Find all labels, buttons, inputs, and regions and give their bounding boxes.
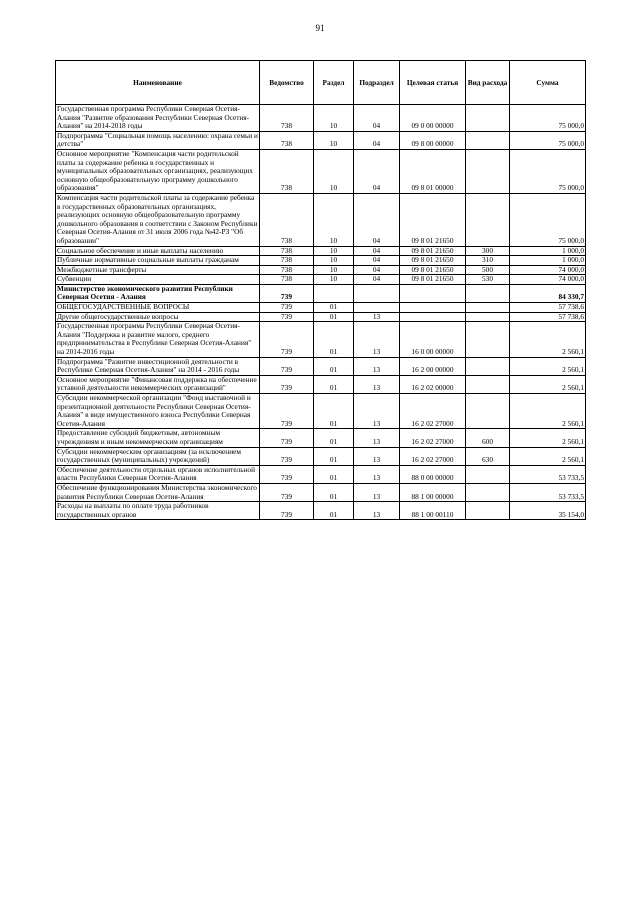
cell-target: 88 1 00 00000 [400, 483, 466, 501]
table-row [56, 322, 586, 357]
cell-sum: 75 000,0 [510, 193, 586, 246]
cell-subsection: 13 [354, 447, 400, 465]
cell-name: Межбюджетные трансферты [56, 265, 260, 275]
cell-name: Государственная программа Республики Северная Осетия-Алания "Развитие образования Республики Северная Осетия-Алания" на 2014-2018 годы [56, 105, 260, 132]
cell-name: Обеспечение деятельности отдельных органов исполнительной власти Республики Северная Осетия-Алания [56, 465, 260, 483]
cell-sum: 75 000,0 [510, 131, 586, 149]
cell-section: 10 [314, 193, 354, 246]
cell-exptype [466, 131, 510, 149]
table-row [56, 357, 586, 375]
cell-section [314, 284, 354, 302]
cell-subsection: 13 [354, 312, 400, 322]
cell-exptype [466, 193, 510, 246]
cell-section: 01 [314, 429, 354, 447]
cell-name: Основное мероприятие "Финансовая поддержка на обеспечение уставной деятельности некоммерческих организаций" [56, 375, 260, 393]
cell-sum: 75 000,0 [510, 149, 586, 193]
cell-name: ОБЩЕГОСУДАРСТВЕННЫЕ ВОПРОСЫ [56, 303, 260, 313]
cell-name: Публичные нормативные социальные выплаты гражданам [56, 256, 260, 266]
cell-subsection: 04 [354, 131, 400, 149]
cell-subsection: 04 [354, 265, 400, 275]
cell-dept: 739 [260, 394, 314, 429]
table-row [56, 375, 586, 393]
header-name: Наименование [56, 61, 260, 105]
cell-subsection [354, 284, 400, 302]
cell-dept: 738 [260, 275, 314, 285]
cell-subsection: 04 [354, 256, 400, 266]
cell-section: 10 [314, 105, 354, 132]
cell-target: 09 8 00 00000 [400, 131, 466, 149]
cell-target: 09 8 01 21650 [400, 265, 466, 275]
table-row [56, 394, 586, 429]
cell-dept: 738 [260, 265, 314, 275]
cell-subsection: 13 [354, 357, 400, 375]
cell-dept: 738 [260, 149, 314, 193]
cell-section: 01 [314, 465, 354, 483]
cell-name: Субвенции [56, 275, 260, 285]
table-row [56, 483, 586, 501]
table-row [56, 502, 586, 520]
cell-name: Государственная программа Республики Северная Осетия-Алания "Поддержка и развитие малого, среднего предпринимательства в Республике Северная Осетия-Алания" на 2014-2016 годы [56, 322, 260, 357]
cell-sum: 53 733,5 [510, 465, 586, 483]
cell-sum: 53 733,5 [510, 483, 586, 501]
cell-exptype [466, 312, 510, 322]
table-row [56, 149, 586, 193]
cell-dept: 739 [260, 312, 314, 322]
cell-name: Субсидии некоммерческой организации "Фонд выставочной и презентационной деятельности Республики Северная Осетия-Алания" в виде имущественного взноса Республики Северная Осетия-Алания [56, 394, 260, 429]
cell-exptype [466, 149, 510, 193]
cell-subsection: 13 [354, 375, 400, 393]
cell-dept: 738 [260, 193, 314, 246]
cell-exptype: 300 [466, 246, 510, 256]
cell-name: Основное мероприятие "Компенсация части родительской платы за содержание ребенка в государственных и муниципальных образовательных организациях, реализующих основную общеобразовательную программу дошкольного образования" [56, 149, 260, 193]
cell-sum: 74 000,0 [510, 275, 586, 285]
cell-target: 16 2 02 27000 [400, 447, 466, 465]
cell-target: 09 8 01 21650 [400, 275, 466, 285]
cell-name: Компенсация части родительской платы за содержание ребенка в государственных образовательных организациях, реализующих основную общеобразовательную программу дошкольного образования в соответствии с Законом Республики Северная Осетия-Алания от 31 июля 2006 года №42-РЗ "Об образовании" [56, 193, 260, 246]
cell-name: Субсидии некоммерческим организациям (за исключением государственных (муниципальных) учреждений) [56, 447, 260, 465]
cell-dept: 739 [260, 447, 314, 465]
cell-dept: 738 [260, 131, 314, 149]
cell-dept: 738 [260, 246, 314, 256]
header-subsection: Подраздел [354, 61, 400, 105]
cell-target: 16 2 02 27000 [400, 394, 466, 429]
cell-section: 10 [314, 149, 354, 193]
cell-name: Предоставление субсидий бюджетным, автономным учреждениям и иным некоммерческим организациям [56, 429, 260, 447]
cell-sum: 1 000,0 [510, 256, 586, 266]
page-number: 91 [315, 23, 325, 33]
cell-exptype: 500 [466, 265, 510, 275]
cell-target: 09 0 00 00000 [400, 105, 466, 132]
cell-dept: 739 [260, 502, 314, 520]
cell-sum: 2 560,1 [510, 394, 586, 429]
header-exptype: Вид расхода [466, 61, 510, 105]
cell-name: Подпрограмма "Развитие инвестиционной деятельности в Республике Северная Осетия-Алания" на 2014 - 2016 годы [56, 357, 260, 375]
cell-target: 16 2 02 00000 [400, 375, 466, 393]
cell-section: 01 [314, 357, 354, 375]
cell-exptype [466, 502, 510, 520]
cell-section: 01 [314, 312, 354, 322]
cell-target [400, 284, 466, 302]
cell-sum: 75 000,0 [510, 105, 586, 132]
cell-name: Министерство экономического развития Республики Северная Осетия - Алания [56, 284, 260, 302]
cell-sum: 35 154,0 [510, 502, 586, 520]
cell-section: 01 [314, 394, 354, 429]
cell-sum: 84 330,7 [510, 284, 586, 302]
cell-sum: 1 000,0 [510, 246, 586, 256]
cell-dept: 738 [260, 256, 314, 266]
cell-target: 16 2 02 27000 [400, 429, 466, 447]
cell-subsection: 13 [354, 483, 400, 501]
cell-dept: 739 [260, 375, 314, 393]
cell-section: 01 [314, 447, 354, 465]
cell-target: 09 8 01 21650 [400, 193, 466, 246]
cell-exptype: 630 [466, 447, 510, 465]
cell-sum: 2 560,1 [510, 357, 586, 375]
cell-target: 09 8 01 00000 [400, 149, 466, 193]
cell-exptype [466, 105, 510, 132]
cell-target: 16 2 00 00000 [400, 357, 466, 375]
cell-section: 10 [314, 246, 354, 256]
table-row [56, 256, 586, 266]
budget-table [55, 60, 586, 520]
cell-target [400, 303, 466, 313]
cell-subsection: 04 [354, 275, 400, 285]
cell-section: 10 [314, 275, 354, 285]
cell-target: 09 8 01 21650 [400, 246, 466, 256]
table-body [56, 105, 586, 520]
cell-name: Социальное обеспечение и иные выплаты населению [56, 246, 260, 256]
cell-name: Обеспечение функционирования Министерства экономического развития Республики Северная Осетия-Алания [56, 483, 260, 501]
cell-exptype [466, 375, 510, 393]
table-row [56, 303, 586, 313]
cell-exptype [466, 394, 510, 429]
cell-exptype [466, 357, 510, 375]
cell-subsection: 04 [354, 105, 400, 132]
header-section: Раздел [314, 61, 354, 105]
cell-sum: 74 000,0 [510, 265, 586, 275]
cell-target: 88 1 00 00110 [400, 502, 466, 520]
table-row [56, 429, 586, 447]
cell-exptype: 600 [466, 429, 510, 447]
cell-sum: 57 738,6 [510, 312, 586, 322]
cell-exptype [466, 465, 510, 483]
cell-subsection: 04 [354, 246, 400, 256]
cell-section: 01 [314, 375, 354, 393]
cell-dept: 739 [260, 429, 314, 447]
table-row [56, 265, 586, 275]
cell-target: 09 8 01 21650 [400, 256, 466, 266]
cell-exptype: 310 [466, 256, 510, 266]
header-sum: Сумма [510, 61, 586, 105]
cell-target: 16 0 00 00000 [400, 322, 466, 357]
cell-subsection: 13 [354, 465, 400, 483]
header-dept: Ведомство [260, 61, 314, 105]
cell-name: Подпрограмма "Социальная помощь населению: охрана семьи и детства" [57, 130, 258, 149]
table-row [56, 131, 586, 149]
cell-subsection: 04 [354, 193, 400, 246]
cell-section: 01 [314, 322, 354, 357]
cell-subsection: 13 [354, 502, 400, 520]
cell-subsection: 13 [354, 322, 400, 357]
cell-section: 10 [314, 131, 354, 149]
cell-sum: 2 560,1 [510, 429, 586, 447]
cell-subsection: 13 [354, 429, 400, 447]
cell-subsection: 13 [354, 394, 400, 429]
header-target: Целевая статья [400, 61, 466, 105]
table-row [56, 284, 586, 302]
cell-dept: 739 [260, 357, 314, 375]
cell-name: Другие общегосударственные вопросы [56, 312, 260, 322]
cell-section: 01 [314, 502, 354, 520]
cell-dept: 739 [260, 483, 314, 501]
cell-section: 10 [314, 265, 354, 275]
table-row [56, 193, 586, 246]
cell-section: 01 [314, 483, 354, 501]
cell-target [400, 312, 466, 322]
cell-name: Расходы на выплаты по оплате труда работников государственных органов [56, 502, 260, 520]
cell-exptype [466, 483, 510, 501]
cell-section: 01 [314, 303, 354, 313]
cell-dept: 739 [260, 322, 314, 357]
cell-exptype: 530 [466, 275, 510, 285]
cell-sum: 2 560,1 [510, 322, 586, 357]
cell-sum: 2 560,1 [510, 447, 586, 465]
cell-dept: 739 [260, 303, 314, 313]
cell-exptype [466, 284, 510, 302]
cell-dept: 738 [260, 105, 314, 132]
cell-sum: 2 560,1 [510, 375, 586, 393]
cell-subsection [354, 303, 400, 313]
cell-exptype [466, 303, 510, 313]
cell-subsection: 04 [354, 149, 400, 193]
table-row [56, 447, 586, 465]
table-row [56, 465, 586, 483]
table-row [56, 105, 586, 132]
cell-exptype [466, 322, 510, 357]
cell-target: 88 0 00 00000 [400, 465, 466, 483]
cell-dept: 739 [260, 465, 314, 483]
cell-dept: 739 [260, 284, 314, 302]
table-row [56, 275, 586, 285]
table-header-row [56, 61, 586, 105]
cell-sum: 57 738,6 [510, 303, 586, 313]
cell-section: 10 [314, 256, 354, 266]
